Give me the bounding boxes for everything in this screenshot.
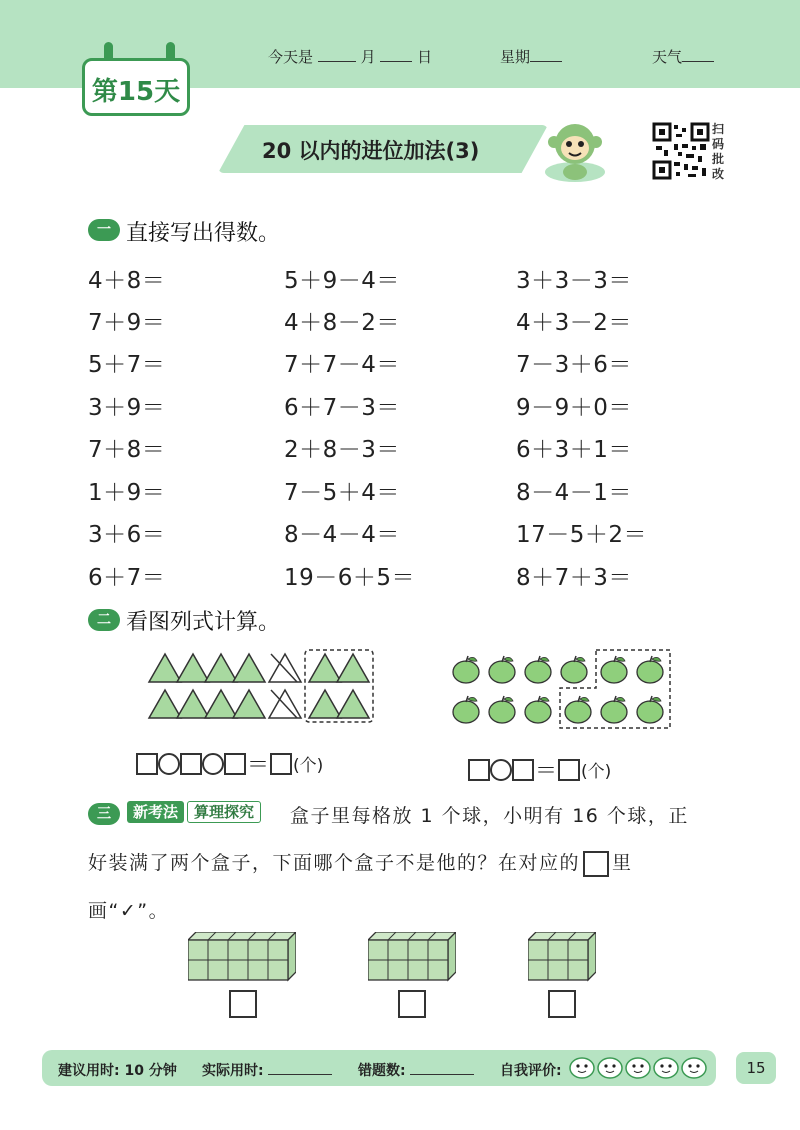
day-label: 第15天 xyxy=(91,77,181,107)
problem-1-8[interactable]: 6＋7＝ xyxy=(88,565,166,591)
problem-2-3[interactable]: 7＋7－4＝ xyxy=(284,352,400,378)
triangles-figure xyxy=(145,648,375,726)
self-evaluation-faces xyxy=(568,1050,708,1084)
weather-field: 天气 xyxy=(652,46,714,67)
problem-1-2[interactable]: 7＋9＝ xyxy=(88,310,166,336)
face-icon[interactable] xyxy=(654,1058,678,1078)
face-icon[interactable] xyxy=(598,1058,622,1078)
problem-1-5[interactable]: 7＋8＝ xyxy=(88,437,166,463)
face-icon[interactable] xyxy=(626,1058,650,1078)
problem-3-7[interactable]: 17－5＋2＝ xyxy=(516,522,648,548)
page-number: 15 xyxy=(736,1052,776,1084)
problem-2-6[interactable]: 7－5＋4＝ xyxy=(284,480,400,506)
qr-code-icon[interactable] xyxy=(652,122,710,180)
ball-box-option-2 xyxy=(368,932,456,982)
question-badges xyxy=(127,801,261,822)
answer-box[interactable] xyxy=(270,753,292,775)
problem-2-2[interactable]: 4＋8－2＝ xyxy=(284,310,400,336)
problem-2-7[interactable]: 8－4－4＝ xyxy=(284,522,400,548)
section-title-2: 看图列式计算。 xyxy=(126,610,281,635)
actual-time: 实际用时: xyxy=(202,1060,332,1080)
section-number-2: 二 xyxy=(88,609,120,631)
day-badge xyxy=(82,58,190,116)
ball-box-option-1 xyxy=(188,932,296,982)
self-evaluation-label: 自我评价: xyxy=(500,1063,562,1079)
answer-box[interactable] xyxy=(136,753,158,775)
section-title-1: 直接写出得数。 xyxy=(126,221,281,246)
problem-3-8[interactable]: 8＋7＋3＝ xyxy=(516,565,632,591)
section-number-1: 一 xyxy=(88,219,120,241)
problem-1-4[interactable]: 3＋9＝ xyxy=(88,395,166,421)
sample-box-icon xyxy=(583,851,609,877)
section-number-3: 三 xyxy=(88,803,120,825)
answer-box[interactable] xyxy=(512,759,534,781)
error-count-blank[interactable] xyxy=(410,1062,474,1075)
problem-3-6[interactable]: 8－4－1＝ xyxy=(516,480,632,506)
problem-2-1[interactable]: 5＋9－4＝ xyxy=(284,268,400,294)
date-field: 今天是 月 日 xyxy=(268,48,433,66)
answer-box[interactable] xyxy=(468,759,490,781)
question-text-line-3: 画“✓”。 xyxy=(88,900,170,922)
monkey-mascot-icon xyxy=(540,112,610,187)
scan-to-grade-text: 扫 码 批 改 xyxy=(712,122,725,181)
problem-3-4[interactable]: 9－9＋0＝ xyxy=(516,395,632,421)
problem-3-1[interactable]: 3＋3－3＝ xyxy=(516,268,632,294)
month-blank[interactable] xyxy=(318,47,356,62)
problem-2-4[interactable]: 6＋7－3＝ xyxy=(284,395,400,421)
problem-1-3[interactable]: 5＋7＝ xyxy=(88,352,166,378)
ball-box-option-3 xyxy=(528,932,596,982)
answer-box[interactable] xyxy=(180,753,202,775)
theme-badge: 算理探究 xyxy=(187,801,261,823)
suggested-time: 建议用时: 10 分钟 xyxy=(58,1063,177,1079)
answer-box[interactable] xyxy=(224,753,246,775)
question-text-line-2: 好装满了两个盒子，下面哪个盒子不是他的？在对应的 里 xyxy=(88,848,633,877)
triangle-equation: ＝ (个) xyxy=(136,748,324,779)
problem-1-6[interactable]: 1＋9＝ xyxy=(88,480,166,506)
face-icon[interactable] xyxy=(682,1058,706,1078)
checkbox-option-1[interactable] xyxy=(229,990,257,1018)
weekday-blank[interactable] xyxy=(530,47,562,62)
question-text-line-1: 盒子里每格放 1 个球，小明有 16 个球，正 xyxy=(290,805,689,827)
checkbox-option-2[interactable] xyxy=(398,990,426,1018)
error-count: 错题数: xyxy=(358,1060,474,1080)
apple-equation: ＝ (个) xyxy=(468,754,612,785)
problem-2-8[interactable]: 19－6＋5＝ xyxy=(284,565,416,591)
day-blank[interactable] xyxy=(380,47,412,62)
operator-circle[interactable] xyxy=(202,753,224,775)
problem-3-3[interactable]: 7－3＋6＝ xyxy=(516,352,632,378)
problem-3-5[interactable]: 6＋3＋1＝ xyxy=(516,437,632,463)
problem-2-5[interactable]: 2＋8－3＝ xyxy=(284,437,400,463)
checkbox-option-3[interactable] xyxy=(548,990,576,1018)
problem-1-7[interactable]: 3＋6＝ xyxy=(88,522,166,548)
face-icon[interactable] xyxy=(570,1058,594,1078)
operator-circle[interactable] xyxy=(158,753,180,775)
weather-blank[interactable] xyxy=(682,47,714,62)
actual-time-blank[interactable] xyxy=(268,1062,332,1075)
problem-3-2[interactable]: 4＋3－2＝ xyxy=(516,310,632,336)
answer-box[interactable] xyxy=(558,759,580,781)
weekday-field: 星期 xyxy=(500,46,562,67)
lesson-title: 20 以内的进位加法(3) xyxy=(262,139,480,163)
problem-1-1[interactable]: 4＋8＝ xyxy=(88,268,166,294)
new-method-badge: 新考法 xyxy=(127,801,184,823)
operator-circle[interactable] xyxy=(490,759,512,781)
apples-figure xyxy=(448,648,673,730)
